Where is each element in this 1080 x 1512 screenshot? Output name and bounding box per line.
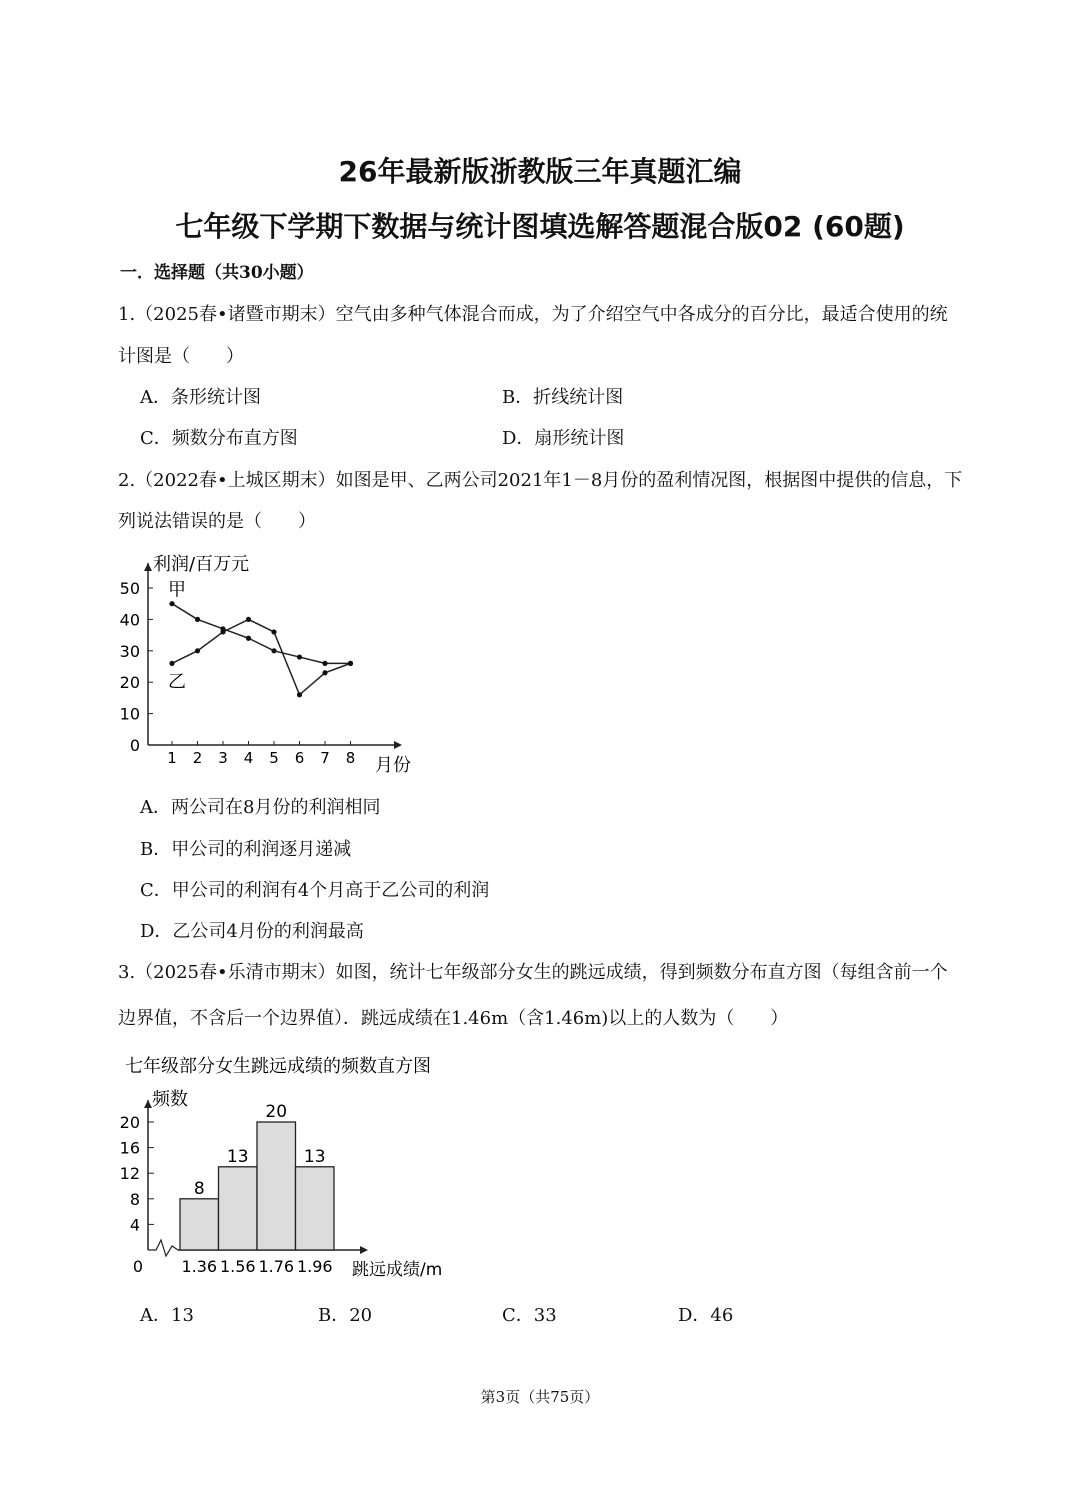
x-tick-label: 1.96: [296, 1257, 333, 1276]
y-axis-arrow: [144, 1100, 152, 1108]
x-axis-label: 跳远成绩/m: [352, 1260, 443, 1280]
series-line-jia: [172, 604, 351, 664]
y-axis-arrow: [144, 563, 152, 571]
q2-option-a: A．两公司在8月份的利润相同: [140, 797, 381, 818]
series-label-yi: 乙: [168, 671, 186, 693]
x-axis-arrow: [360, 1246, 368, 1254]
data-point: [195, 617, 200, 622]
document-title-line2: 七年级下学期下数据与统计图填选解答题混合版02 (60题): [175, 210, 905, 243]
q1-option-b: B．折线统计图: [502, 387, 624, 408]
q1-option-c: C．频数分布直方图: [140, 428, 298, 449]
bar-value-label: 20: [265, 1102, 288, 1122]
q1-text-line2: 计图是（ ）: [118, 346, 244, 367]
y-tick-label: 12: [119, 1164, 140, 1184]
origin-label: 0: [132, 1257, 144, 1276]
data-point: [271, 648, 276, 653]
data-point: [169, 661, 174, 666]
q3-option-d: D．46: [678, 1305, 734, 1326]
x-tick-label: 7: [320, 749, 330, 767]
x-tick-label: 1: [167, 749, 177, 767]
q1-option-d: D．扇形统计图: [502, 428, 625, 449]
y-tick-label: 20: [119, 1113, 140, 1132]
x-axis-label: 月份: [375, 755, 411, 776]
x-tick-label: 4: [243, 749, 254, 767]
data-point: [195, 648, 200, 653]
histogram-bar: [219, 1167, 258, 1250]
data-point: [297, 654, 302, 659]
page-footer: 第3页（共75页）: [480, 1388, 600, 1406]
x-tick-label: 1.56: [219, 1257, 256, 1276]
histogram-bar: [257, 1122, 296, 1250]
data-point: [169, 601, 174, 606]
bar-value-label: 13: [226, 1146, 249, 1167]
q3-option-a: A．13: [140, 1305, 194, 1326]
q1-option-a: A．条形统计图: [140, 387, 261, 408]
x-tick-label: 6: [294, 749, 305, 767]
data-point: [246, 617, 251, 622]
y-tick-label: 0: [129, 736, 140, 755]
y-axis-label: 利润/百万元: [153, 554, 250, 575]
y-axis-label: 频数: [152, 1089, 188, 1110]
data-point: [220, 629, 225, 634]
y-tick-label: 8: [129, 1189, 140, 1209]
x-axis-arrow: [394, 741, 402, 749]
x-tick-label: 1.76: [258, 1257, 295, 1276]
data-point: [297, 692, 302, 697]
histogram-bar: [180, 1199, 219, 1250]
series-label-jia: 甲: [168, 579, 186, 601]
section-heading: 一．选择题（共30小题）: [120, 263, 314, 283]
data-point: [348, 661, 353, 666]
x-tick-label: 8: [345, 749, 356, 767]
q2-text-line1: 2.（2022春•上城区期末）如图是甲、乙两公司2021年1－8月份的盈利情况图，根据图中提供的信息，下: [118, 470, 963, 491]
q2-option-b: B．甲公司的利润逐月递减: [140, 839, 352, 860]
document-title-line1: 26年最新版浙教版三年真题汇编: [338, 155, 742, 188]
profit-line-chart: [110, 545, 430, 785]
long-jump-histogram: [110, 1050, 470, 1290]
q3-option-b: B．20: [318, 1305, 373, 1326]
q1-text-line1: 1.（2025春•诸暨市期末）空气由多种气体混合而成，为了介绍空气中各成分的百分比，最适合使用的统: [118, 304, 948, 325]
q2-option-c: C．甲公司的利润有4个月高于乙公司的利润: [140, 880, 490, 901]
histogram-bar: [296, 1167, 335, 1250]
axis-break: [148, 1240, 178, 1256]
bar-value-label: 8: [193, 1178, 205, 1199]
q3-option-c: C．33: [502, 1305, 557, 1326]
q3-text-line1: 3.（2025春•乐清市期末）如图，统计七年级部分女生的跳远成绩，得到频数分布直方图（每组含前一个: [118, 962, 948, 983]
data-point: [322, 670, 327, 675]
bar-value-label: 13: [303, 1146, 326, 1167]
data-point: [246, 636, 251, 641]
data-point: [271, 629, 276, 634]
y-tick-label: 20: [119, 673, 140, 693]
x-tick-label: 3: [218, 749, 228, 767]
x-tick-label: 5: [269, 749, 279, 767]
y-tick-label: 40: [119, 610, 140, 630]
q2-option-d: D．乙公司4月份的利润最高: [140, 921, 364, 942]
q2-text-line2: 列说法错误的是（ ）: [118, 511, 316, 532]
y-tick-label: 10: [119, 704, 140, 724]
y-tick-label: 30: [119, 641, 140, 661]
chart-title: 七年级部分女生跳远成绩的频数直方图: [125, 1056, 431, 1077]
x-tick-label: 2: [192, 749, 203, 767]
data-point: [322, 661, 327, 666]
y-tick-label: 50: [119, 579, 140, 598]
y-tick-label: 16: [119, 1138, 140, 1158]
y-tick-label: 4: [129, 1215, 140, 1235]
q3-text-line2: 边界值，不含后一个边界值）．跳远成绩在1.46m（含1.46m)以上的人数为（ ）: [118, 1008, 789, 1029]
series-line-yi: [172, 619, 351, 694]
x-tick-label: 1.36: [181, 1257, 218, 1276]
